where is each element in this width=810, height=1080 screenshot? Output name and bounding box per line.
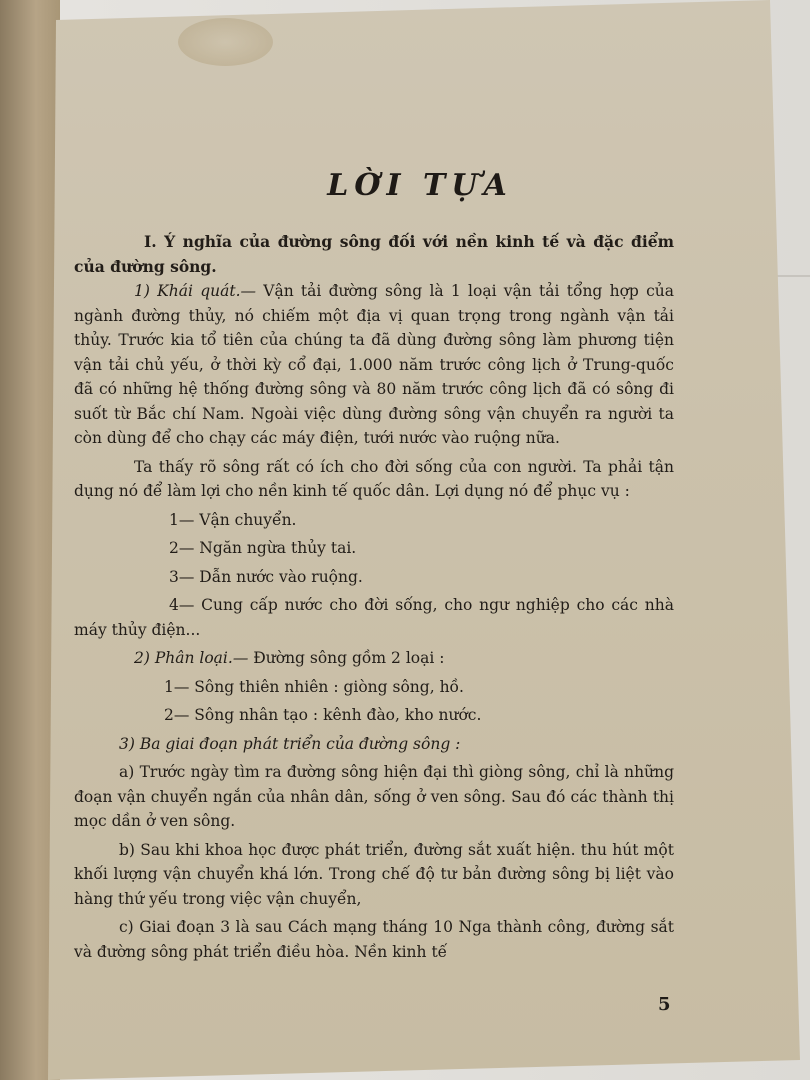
use-item-3: 3— Dẫn nước vào ruộng. bbox=[169, 567, 363, 586]
section-2-text: Đường sông gồm 2 loại : bbox=[248, 649, 445, 667]
page-number: 5 bbox=[658, 994, 671, 1015]
section-3-heading: 3) Ba giai đoạn phát triển của đường sông : bbox=[119, 734, 461, 753]
use-item-2: 2— Ngăn ngừa thủy tai. bbox=[169, 539, 357, 557]
page-title: LỜI TỰA bbox=[327, 168, 513, 203]
paragraph-usage: Ta thấy rõ sông rất có ích cho đời sống của con người. Ta phải tận dụng nó để làm lợi cho nền kinh tế quốc dân. Lợi dụng nó để phục vụ : bbox=[74, 457, 674, 500]
section-2-paragraph bbox=[74, 646, 674, 671]
use-item-1: 1— Vận chuyển. bbox=[169, 510, 297, 529]
type-item-1: 1— Sông thiên nhiên : giòng sông, hồ. bbox=[164, 677, 464, 696]
page-body bbox=[74, 230, 674, 964]
phase-a: a) Trước ngày tìm ra đường sông hiện đại thì giòng sông, chỉ là những đoạn vận chuyển ngắn của nhân dân, sống ở ven sông. Sau đó các thành thị mọc dần ở ven sông. bbox=[74, 763, 674, 830]
section-2-label: 2) Phân loại.— bbox=[134, 649, 249, 667]
section-heading: I. Ý nghĩa của đường sông đối với nền kinh tế và đặc điểm của đường sông. bbox=[74, 232, 674, 276]
section-1-label: 1) Khái quát.— bbox=[134, 282, 256, 300]
use-item-4: 4— Cung cấp nước cho đời sống, cho ngư nghiệp cho các nhà máy thủy điện... bbox=[74, 596, 674, 639]
phase-b: b) Sau khi khoa học được phát triển, đường sắt xuất hiện. thu hút một khối lượng vận chuyển khá lớn. Trong chế độ tư bản đường sông bị liệt vào hàng thứ yếu trong việc vận chuyển, bbox=[74, 840, 674, 908]
page-stain bbox=[178, 18, 273, 66]
type-item-2: 2— Sông nhân tạo : kênh đào, kho nước. bbox=[164, 706, 482, 724]
section-1-paragraph bbox=[74, 279, 674, 451]
phase-c: c) Giai đoạn 3 là sau Cách mạng tháng 10 Nga thành công, đường sắt và đường sông phát triển điều hòa. Nền kinh tế bbox=[74, 918, 674, 961]
section-1-text: Vận tải đường sông là 1 loại vận tải tổng hợp của ngành đường thủy, nó chiếm một địa vị quan trọng trong ngành vận tải thủy. Trước kia tổ tiên của chúng ta đã dùng đường sông làm phương tiện vận tải chủ yếu, ở thời kỳ cổ đại, 1.000 năm trước công lịch ở Trung-quốc đã có những hệ thống đường sông và 80 năm trước công lịch đã có sông đi suốt từ Bắc chí Nam. Ngoài việc dùng đường sông vận chuyển ra người ta còn dùng để cho chạy các máy điện, tưới nước vào ruộng nữa. bbox=[74, 282, 675, 447]
